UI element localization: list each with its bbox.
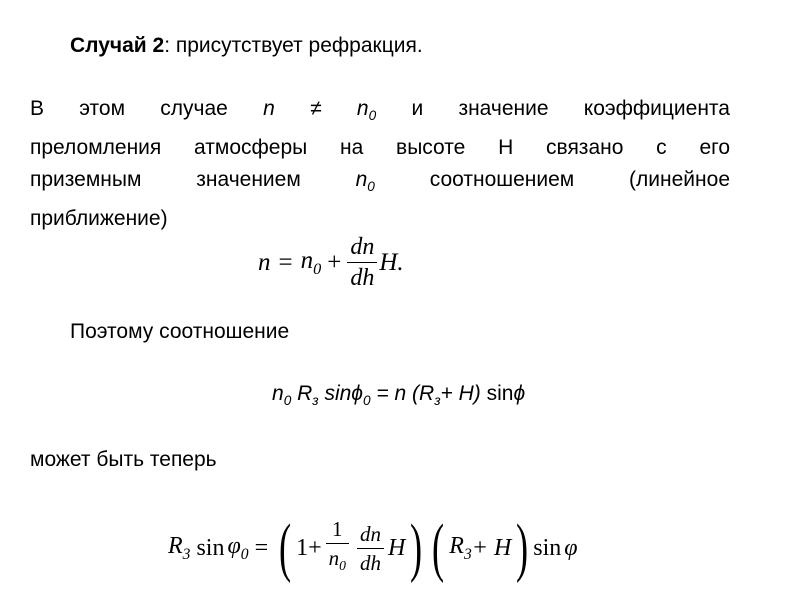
eq1-n0-subscript: 0 <box>313 259 322 278</box>
eq3-frac2-numerator: dn <box>357 520 384 549</box>
eq1-tail: H. <box>379 248 404 276</box>
eq3-right-paren-2: ) <box>516 511 529 584</box>
eq2-n0 <box>272 382 292 409</box>
eq3-frac1-numerator: 1 <box>326 515 349 544</box>
neq-sign: ≠ <box>274 97 357 120</box>
eq3-frac1-n: n <box>328 546 340 571</box>
slide-heading <box>70 30 423 62</box>
eq2-n-subscript: 0 <box>283 393 292 409</box>
eq2-sin-base: sinϕ <box>318 382 363 405</box>
paragraph-line-1 <box>30 93 730 132</box>
equation-snell-spherical <box>272 378 525 417</box>
eq1-plus: + <box>327 248 342 276</box>
eq1-equals: = <box>278 248 293 276</box>
text-mozhet: может быть теперь <box>30 448 217 471</box>
case-label: Случай 2 <box>70 34 165 57</box>
var-n0-base: n <box>356 97 369 120</box>
eq2-n-base: n <box>272 382 284 405</box>
eq3-fraction-2 <box>357 520 384 577</box>
text-fragment: В этом случае <box>30 97 264 120</box>
eq1-lhs: n <box>258 248 271 276</box>
eq3-sin: sin <box>196 534 225 561</box>
eq1-denominator: dh <box>350 265 375 291</box>
var-n0 <box>355 168 375 195</box>
eq3-r2-base: R <box>449 532 464 559</box>
eq3-frac2-denominator: dh <box>359 550 381 575</box>
eq2-middle <box>370 382 441 409</box>
eq3-phi-base: φ <box>227 532 241 559</box>
text-fragment: соотношением (линейное <box>374 168 730 192</box>
text-fragment: и значение коэффициента <box>376 97 730 120</box>
description-paragraph <box>30 93 730 235</box>
eq3-frac1-subscript: 0 <box>339 558 346 574</box>
eq2-r-base: R <box>291 382 313 405</box>
eq2-sin <box>318 382 371 409</box>
eq3-r3 <box>168 533 190 564</box>
eq3-r2-subscript: 3 <box>463 545 472 563</box>
eq3-r-base: R <box>168 532 183 559</box>
eq1-numerator: dn <box>347 232 377 263</box>
eq1-n0-base: n <box>300 246 314 274</box>
var-n0 <box>356 97 377 124</box>
eq3-one-plus: 1+ <box>296 534 322 561</box>
eq2-r-subscript: з <box>312 393 319 409</box>
eq2-r <box>291 382 319 409</box>
var-n: n <box>263 97 275 120</box>
eq3-right-paren: ) <box>410 511 423 584</box>
eq2-middle-text: = n (R <box>370 382 435 405</box>
eq3-fraction-1 <box>326 515 349 580</box>
heading-rest: : присутствует рефракция. <box>164 34 423 57</box>
eq3-left-paren: ( <box>279 511 292 584</box>
eq1-n0 <box>301 247 322 279</box>
paragraph-line-2: преломления атмосферы на высоте H связано с его <box>30 136 730 160</box>
eq2-r2-subscript: з <box>434 393 441 409</box>
paragraph-line-4: приближение) <box>30 207 168 231</box>
eq3-r-subscript: 3 <box>182 545 191 563</box>
eq3-phi: φ <box>564 534 578 561</box>
equation-linear-approximation <box>258 232 404 293</box>
eq3-equals: = <box>254 534 269 561</box>
eq3-plus-h: + H <box>471 534 512 561</box>
eq3-left-paren-2: ( <box>432 511 445 584</box>
eq3-sin-second: sin <box>533 534 562 561</box>
var-n0-subscript: 0 <box>367 179 375 195</box>
var-n0-subscript: 0 <box>368 108 377 124</box>
eq1-fraction <box>347 232 377 293</box>
paragraph-line-3 <box>30 164 730 203</box>
eq2-sin-subscript: 0 <box>362 393 371 409</box>
eq3-r3-second <box>449 533 471 564</box>
text-poetomu: Поэтому соотношение <box>70 320 290 343</box>
eq3-phi0 <box>227 533 248 564</box>
eq3-frac1-denominator <box>326 544 349 580</box>
eq2-end: + H) sinϕ <box>440 382 526 405</box>
text-fragment: приземным значением <box>30 168 356 192</box>
eq3-phi-subscript: 0 <box>240 545 249 563</box>
eq3-h: H <box>387 534 406 561</box>
var-n0-base: n <box>355 168 368 192</box>
equation-final <box>168 508 768 588</box>
